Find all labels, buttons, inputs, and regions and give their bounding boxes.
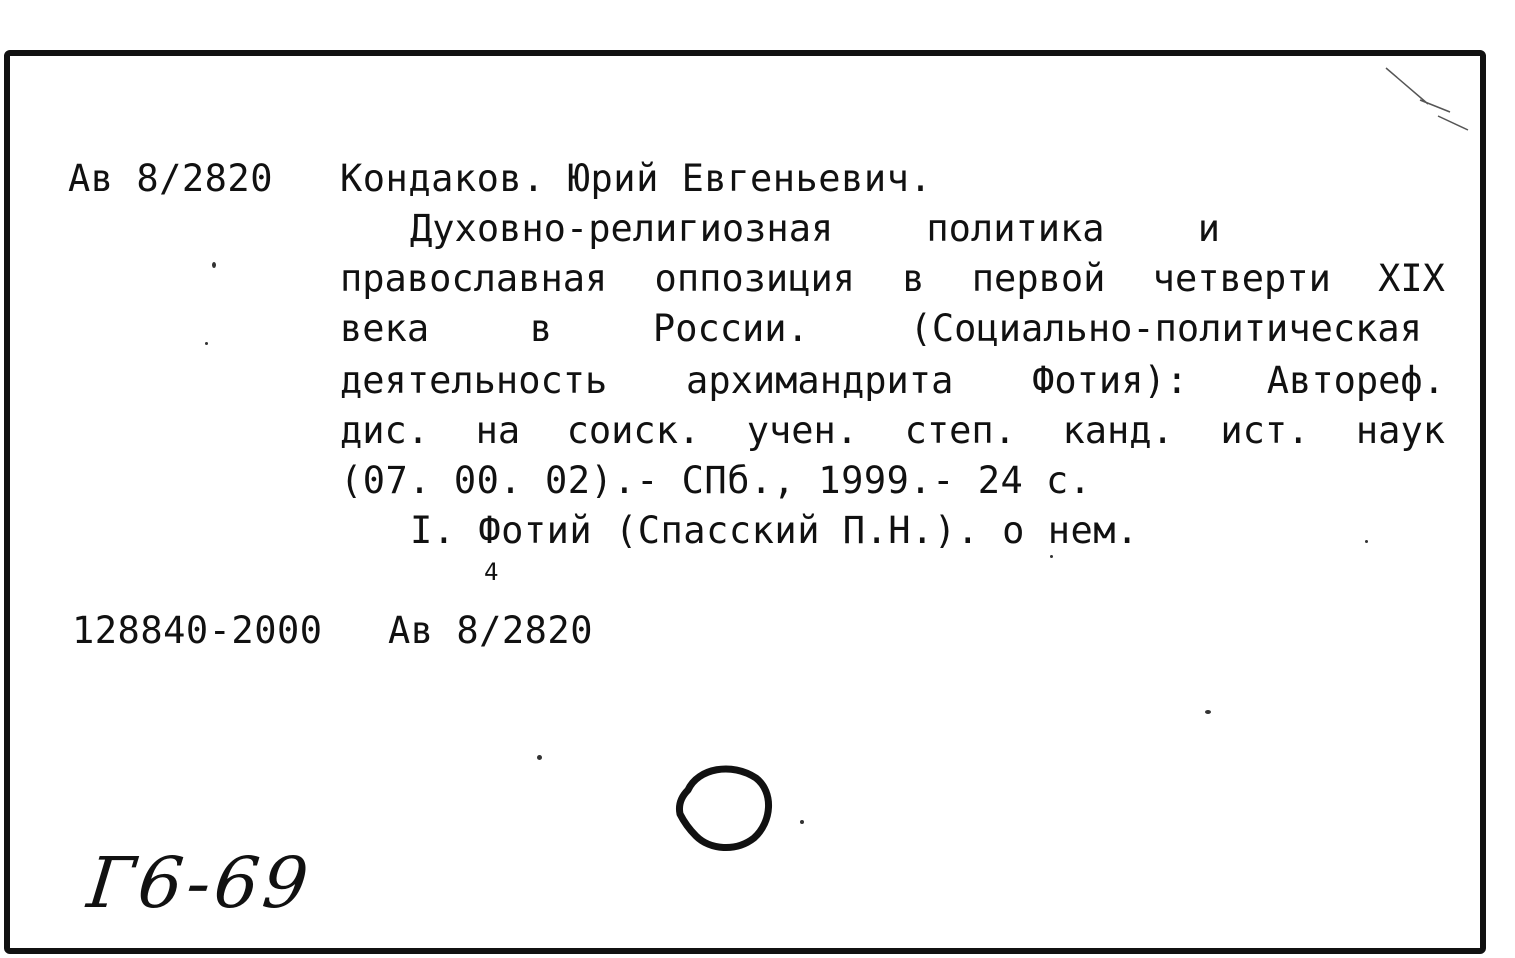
title-line-1 [410, 207, 1220, 250]
speck [212, 262, 216, 268]
punch-hole-circle [670, 760, 780, 860]
inventory-number: 128840-2000 [72, 609, 323, 652]
word: Автореф. [1266, 359, 1445, 402]
word: учен. [746, 409, 859, 452]
word: Фотия): [1032, 359, 1189, 402]
title-line-5 [340, 409, 1445, 452]
word: Духовно-религиозная [410, 207, 834, 250]
word: канд. [1062, 409, 1174, 452]
word: на [475, 409, 521, 452]
word: наук [1355, 409, 1445, 452]
title-line-6: (07. 00. 02).- СПб., 1999.- 24 с. [340, 459, 1092, 502]
word: архимандрита [686, 359, 954, 402]
speck [1205, 710, 1211, 714]
speck [205, 342, 208, 345]
word: деятельность [340, 359, 608, 402]
scratch-marks [1380, 64, 1470, 134]
word: и [1197, 207, 1220, 250]
word: оппозиция [654, 257, 856, 300]
speck [1050, 555, 1053, 558]
word: православная [340, 257, 608, 300]
word: в [529, 307, 553, 350]
handwritten-code: Г6-69 [83, 842, 316, 924]
author-heading: Кондаков. Юрий Евгеньевич. [340, 157, 933, 200]
title-line-3 [340, 307, 1422, 350]
speck [1365, 540, 1368, 543]
word: в [902, 257, 925, 300]
inventory-call-number: Ав 8/2820 [388, 609, 593, 652]
word: (Социально-политическая [909, 307, 1422, 350]
title-line-2 [340, 257, 1445, 300]
small-mark: 4 [484, 558, 499, 586]
word: дис. [340, 409, 430, 452]
call-number: Ав 8/2820 [68, 157, 273, 200]
word: первой [971, 257, 1106, 300]
speck [537, 755, 542, 760]
word: XIX [1378, 257, 1445, 300]
word: соиск. [566, 409, 701, 452]
speck [800, 820, 804, 824]
subject-entry: I. Фотий (Спасский П.Н.). о нем. [410, 509, 1139, 552]
word: степ. [904, 409, 1016, 452]
word: ист. [1220, 409, 1310, 452]
word: политика [926, 207, 1105, 250]
word: четверти [1152, 257, 1331, 300]
title-line-4 [340, 359, 1445, 402]
word: века [340, 307, 430, 350]
word: России. [652, 307, 809, 350]
